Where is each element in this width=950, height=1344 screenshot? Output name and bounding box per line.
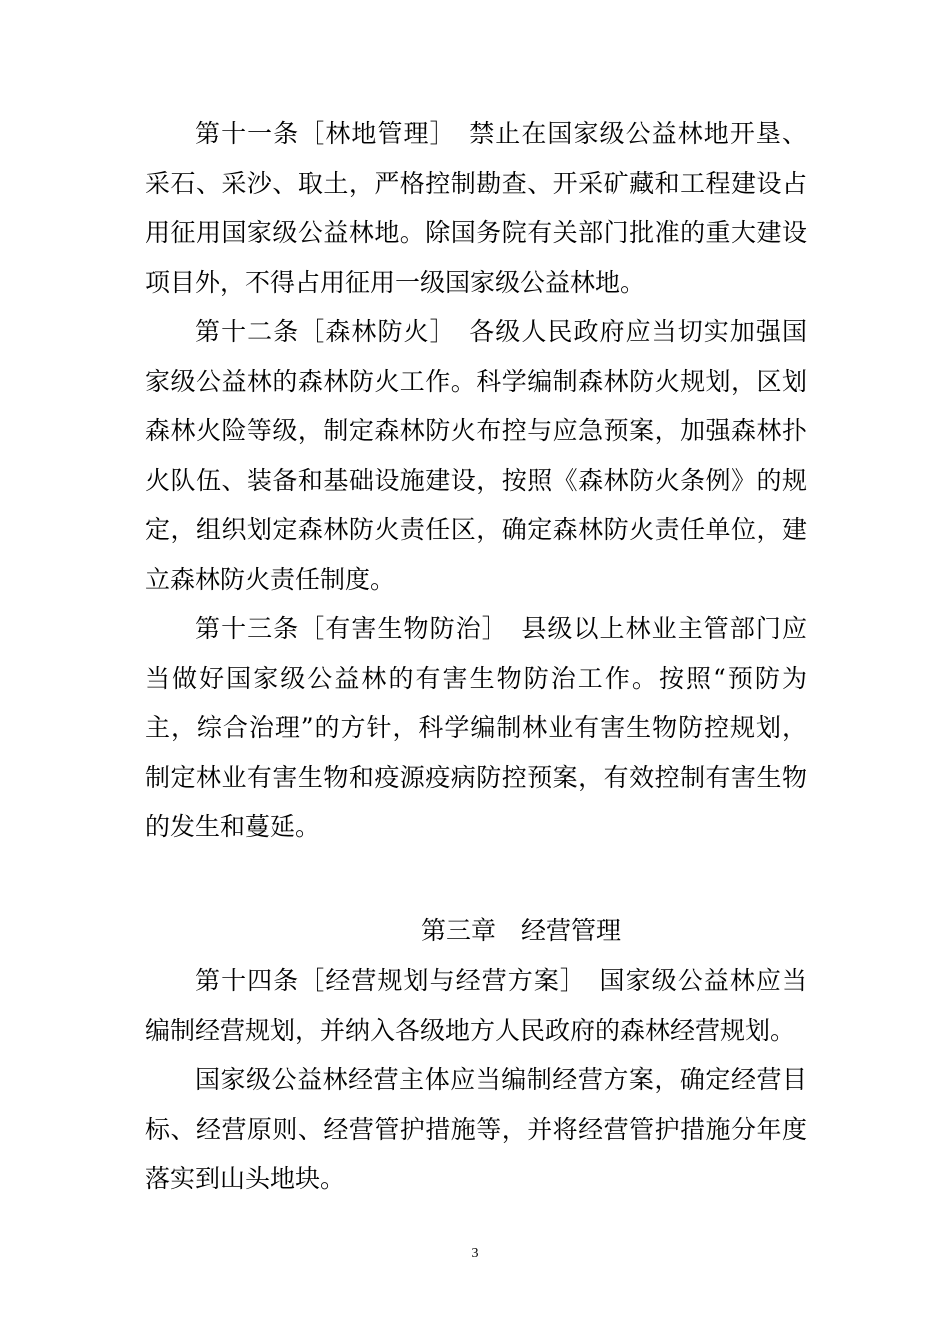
article-14 xyxy=(145,956,807,1055)
article-11-text: 禁止在国家级公益林地开垦、采石、采沙、取土，严格控制勘查、开采矿藏和工程建设占用征用国家级公益林地。除国务院有关部门批准的重大建设项目外，不得占用征用一级国家级公益林地。 xyxy=(145,119,807,297)
page-number: 3 xyxy=(471,1246,479,1261)
article-14-label: 第十四条［经营规划与经营方案］ xyxy=(195,966,574,995)
article-13-label: 第十三条［有害生物防治］ xyxy=(195,614,496,643)
article-12-label: 第十二条［森林防火］ xyxy=(195,317,444,346)
article-14-paragraph-2-text: 国家级公益林经营主体应当编制经营方案，确定经营目标、经营原则、经营管护措施等，并将经营管护措施分年度落实到山头地块。 xyxy=(145,1065,807,1193)
article-14-text: 国家级公益林应当编制经营规划，并纳入各级地方人民政府的森林经营规划。 xyxy=(145,966,807,1045)
chapter-title: 第三章 经营管理 xyxy=(420,916,621,945)
article-12 xyxy=(145,307,807,604)
article-14-paragraph-2 xyxy=(145,1055,807,1204)
article-12-text: 各级人民政府应当切实加强国家级公益林的森林防火工作。科学编制森林防火规划，区划森林火险等级，制定森林防火布控与应急预案，加强森林扑火队伍、装备和基础设施建设，按照《森林防火条例》的规定，组织划定森林防火责任区，确定森林防火责任单位，建立森林防火责任制度。 xyxy=(145,317,807,594)
article-13-text: 县级以上林业主管部门应当做好国家级公益林的有害生物防治工作。按照“预防为主，综合治理”的方针，科学编制林业有害生物防控规划，制定林业有害生物和疫源疫病防控预案，有效控制有害生物的发生和蔓延。 xyxy=(145,614,807,841)
article-11-label: 第十一条［林地管理］ xyxy=(195,119,444,148)
article-11 xyxy=(145,109,807,307)
article-13 xyxy=(145,604,807,852)
